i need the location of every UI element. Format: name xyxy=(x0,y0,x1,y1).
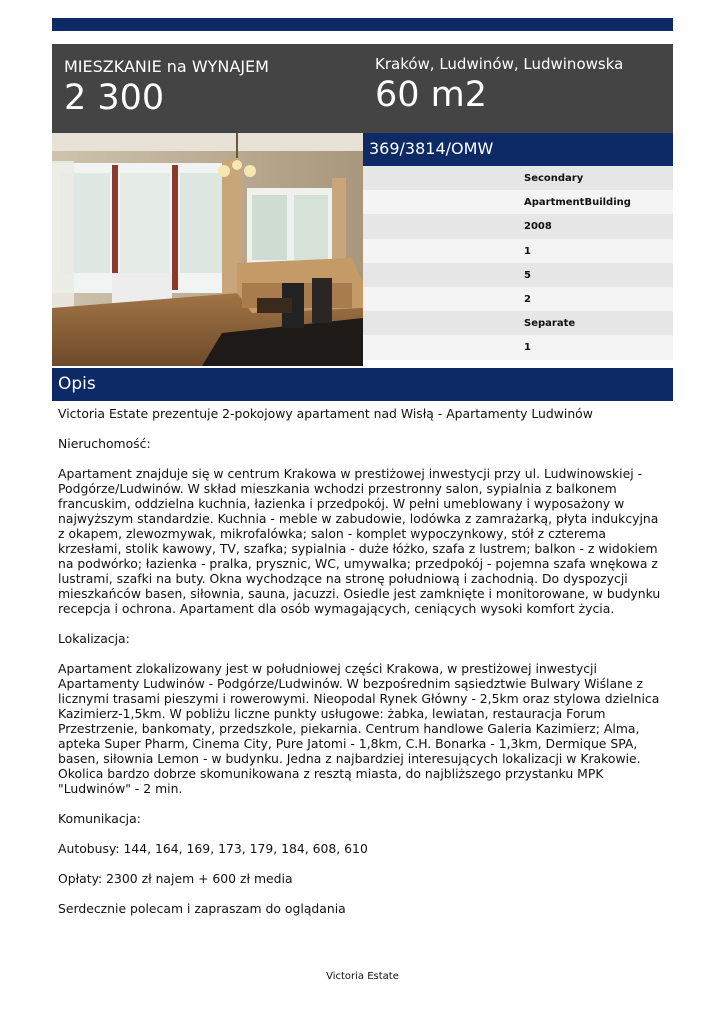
listing-area: 60 m2 xyxy=(375,75,488,115)
top-accent-bar xyxy=(52,18,673,31)
footer-company: Victoria Estate xyxy=(326,971,399,982)
spec-value: 5 xyxy=(524,269,531,281)
spec-value: Separate xyxy=(524,318,576,330)
specs-table xyxy=(363,166,673,360)
description-body xyxy=(58,406,664,931)
description-paragraph: Komunikacja: xyxy=(58,811,141,826)
spec-row-kitchen xyxy=(363,311,673,335)
spec-row-year xyxy=(363,214,673,238)
description-paragraph: Victoria Estate prezentuje 2-pokojowy apartament nad Wisłą - Apartamenty Ludwinów xyxy=(58,406,593,421)
spec-row-bathrooms xyxy=(363,335,673,359)
description-paragraph: Serdecznie polecam i zapraszam do oglądania xyxy=(58,901,346,916)
spec-value: 1 xyxy=(524,245,531,257)
spec-value: ApartmentBuilding xyxy=(524,197,631,209)
spec-row-rooms xyxy=(363,287,673,311)
description-paragraph: Nieruchomość: xyxy=(58,436,151,451)
spec-value: 1 xyxy=(524,342,531,354)
listing-location: Kraków, Ludwinów, Ludwinowska xyxy=(375,55,624,73)
description-paragraph: Lokalizacja: xyxy=(58,631,130,646)
spec-row-floor xyxy=(363,239,673,263)
reference-bar xyxy=(363,133,673,166)
description-paragraph: Apartament znajduje się w centrum Krakowa w prestiżowej inwestycji przy ul. Ludwinowskiej - Podgórze/Ludwinów. W skład mieszkania wchodzi przestronny salon, sypialnia z balkonem francuskim, oddzielna kuchnia, łazienka i przedpokój. W pełni umeblowany i wyposażony w najwyższym standardzie. Kuchnia - meble w zabudowie, lodówka z zamrażarką, płyta indukcyjna z okapem, zlewozmywak, mikrofalówka; salon - komplet wypoczynkowy, stół z czterema krzesłami, stolik kawowy, TV, szafka; sypialnia - duże łóżko, szafa z lustrem; balkon - z widokiem na podwórko; łazienka - pralka, prysznic, WC, umywalka; przedpokój - pojemna szafa wnękowa z lustrami, szafki na buty. Okna wychodzące na stronę południową i zachodnią. Do dyspozycji mieszkańców basen, siłownia, sauna, jacuzzi. Osiedle jest zamknięte i monitorowane, w budynku recepcja i ochrona. Apartament dla osób wymagających, ceniących wysoki komfort życia. xyxy=(58,466,661,616)
description-heading-bar xyxy=(52,368,673,401)
apartment-photo xyxy=(52,133,363,366)
spec-value: 2008 xyxy=(524,221,552,233)
description-paragraph: Autobusy: 144, 164, 169, 173, 179, 184, 608, 610 xyxy=(58,841,368,856)
reference-number: 369/3814/OMW xyxy=(369,139,494,158)
description-heading: Opis xyxy=(58,374,96,394)
spec-row-building-type xyxy=(363,190,673,214)
listing-type: MIESZKANIE na WYNAJEM xyxy=(64,57,269,76)
description-paragraph: Opłaty: 2300 zł najem + 600 zł media xyxy=(58,871,293,886)
spec-row-market xyxy=(363,166,673,190)
spec-value: 2 xyxy=(524,293,531,305)
description-paragraph: Apartament zlokalizowany jest w południowej części Krakowa, w prestiżowej inwestycji Apartamenty Ludwinów - Podgórze/Ludwinów. W bezpośrednim sąsiedztwie Bulwary Wiślane z licznymi trasami pieszymi i rowerowymi. Nieopodal Rynek Główny - 2,5km oraz stylowa dzielnica Kazimierz-1,5km. W pobliżu liczne punkty usługowe: żabka, lewiatan, restauracja Forum Przestrzenie, bankomaty, przedszkole, piekarnia. Centrum handlowe Galeria Kazimierz; Alma, apteka Super Pharm, Cinema City, Pure Jatomi - 1,8km, C.H. Bonarka - 1,3km, Dermique SPA, basen, siłownia Lemon - w budynku. Jedna z najbardziej interesujących lokalizacji w Krakowie. Okolica bardzo dobrze skomunikowana z resztą miasta, do najbliższego przystanku MPK "Ludwinów" - 2 min. xyxy=(58,661,660,796)
spec-value: Secondary xyxy=(524,173,584,184)
listing-header xyxy=(52,44,673,133)
listing-price: 2 300 xyxy=(64,78,165,118)
spec-row-floors-total xyxy=(363,263,673,287)
